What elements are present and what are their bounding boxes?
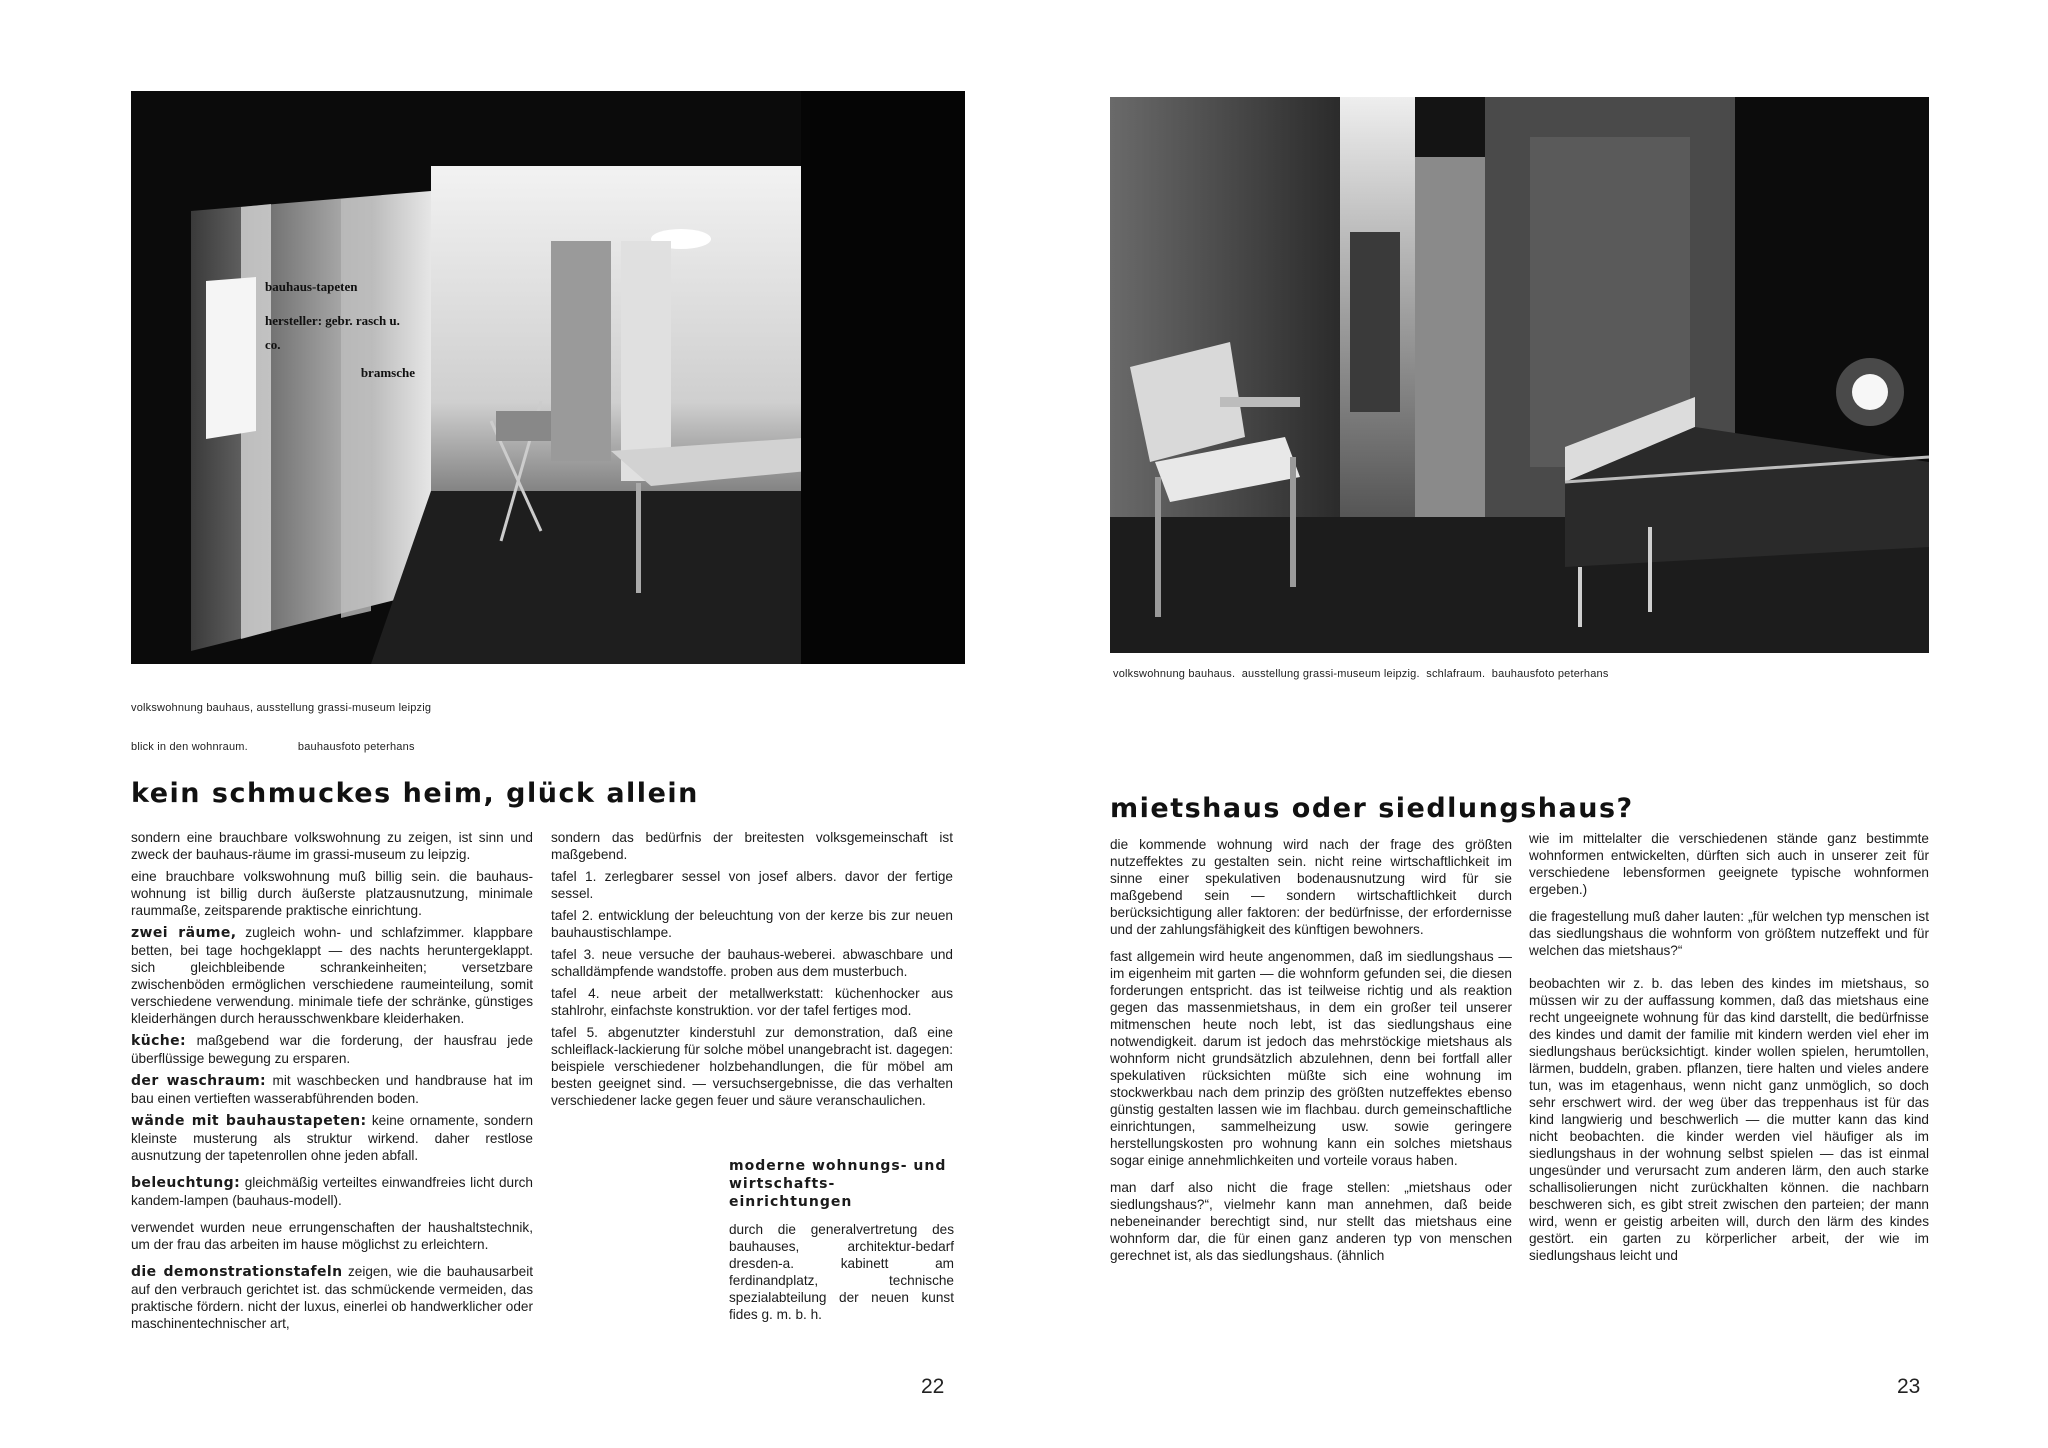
left-col1-p4-bold: küche:	[131, 1033, 187, 1049]
heading-right: mietshaus oder siedlungshaus?	[1110, 793, 1634, 824]
caption-credit: bauhausfoto peterhans	[297, 741, 415, 753]
left-col1-p6	[131, 1112, 533, 1164]
right-column-2	[1529, 830, 1929, 1269]
caption-line-1: volkswohnung bauhaus, ausstellung grassi-museum leipzig	[131, 702, 432, 714]
advert-box	[729, 1157, 954, 1328]
wall-sign-line-2: hersteller: gebr. rasch u. co.	[265, 313, 400, 352]
right-col2-p2: die fragestellung muß daher lauten: „für welchen typ menschen ist das siedlungshaus die wohnform von größtem nutzeffekt und für welchen das mietshaus?“	[1529, 909, 1929, 958]
left-col2-p6: tafel 5. abgenutzter kinderstuhl zur demonstration, daß eine schleiflack-lackierung für solche möbel unangebracht ist. dagegen: beispiele verschiedener holzbehandlungen, die für möbel am besten geeignet sind. — versuchsergebnisse, die das verhalten verschiedener lacke gegen feuer und säure veranschaulichen.	[551, 1025, 953, 1108]
left-col2-p2: tafel 1. zerlegbarer sessel von josef albers. davor der fertige sessel.	[551, 869, 953, 901]
caption-bedroom: volkswohnung bauhaus. ausstellung grassi-museum leipzig. schlafraum. bauhausfoto peterhans	[1113, 668, 1609, 680]
right-col1-p1: die kommende wohnung wird nach der frage des größten nutzeffektes zu gestalten sein. nicht reine wirtschaftlichkeit im sinne einer spekulativen bodenausnutzung wird für sie maßgebend sein — sondern wirtschaftlichkeit durch berücksichtigung aller faktoren: der bedürfnisse, der erfordernisse und der zahlungsfähigkeit des künftigen bewohners.	[1110, 837, 1512, 937]
caption-living-room	[131, 676, 431, 767]
wall-sign-line-1: bauhaus-tapeten	[265, 279, 358, 294]
left-col1-p6-text: keine ornamente, sondern kleinste musterung als struktur wirkend. daher restlose ausnutzung der tapetenrollen ohne jeden abfall.	[131, 1113, 534, 1163]
page-number-left: 22	[921, 1375, 945, 1398]
left-col1-p3-bold: zwei räume,	[131, 925, 237, 941]
advert-text: durch die generalvertretung des bauhauses, architektur-bedarf dresden-a. kabinett am ferdinandplatz, technische spezialabteilung der neuen kunst fides g. m. b. h.	[729, 1222, 954, 1322]
left-column-1	[131, 829, 533, 1337]
photo-living-room	[131, 91, 965, 664]
left-col1-p3-text: zugleich wohn- und schlafzimmer. klappbare betten, bei tage hochgeklappt — des nachts heruntergeklappt. sich gleichbleibende schrankeinheiten; versetzbare zwischenböden ermöglichen verschiedene raumeinteilung, somit verschiedene verwendung. minimale tiefe der schränke, günstiges kleiderhängen durch herausschwenkbare kleiderhaken.	[131, 925, 533, 1026]
bedroom-photo-illustration	[1110, 97, 1929, 653]
left-col1-p3	[131, 924, 533, 1027]
left-col2-p4: tafel 3. neue versuche der bauhaus-weberei. abwaschbare und schalldämpfende wandstoffe. proben aus dem musterbuch.	[551, 947, 953, 979]
right-column-1	[1110, 836, 1512, 1269]
left-column-2	[551, 829, 953, 1114]
advert-heading: moderne wohnungs- und wirtschafts-einrichtungen	[729, 1158, 947, 1210]
left-col2-p3: tafel 2. entwicklung der beleuchtung von der kerze bis zur neuen bauhaustischlampe.	[551, 908, 953, 940]
left-col1-p4	[131, 1032, 533, 1067]
right-col2-p3: beobachten wir z. b. das leben des kindes im mietshaus, so müssen wir zu der auffassung kommen, daß das mietshaus eine recht ungeeignete wohnung für das kind darstellt, die bedürfnisse des kindes und damit der familie mit kindern werden viel eher im siedlungshaus berücksichtigt. kinder wollen spielen, herumtollen, lärmen, buddeln, graben. pflanzen, tiere halten und vieles andere tun, was im etagenhaus, wenn nicht ganz unmöglich, so doch sehr erschwert wird. der weg über das treppenhaus ist für das kind langwierig und beschwerlich — die mutter kann das kind nicht beobachten. die kinder werden viel häufiger als im siedlungshaus in der wohnung selbst spielen — das ist einmal ungesünder und verursacht zum anderen lärm, den auch starke schallisolierungen nicht zurückhalten können. die nachbarn beschweren sich, es gibt streit zwischen den parteien; der mann wird, wenn er geistig arbeiten will, durch den lärm des kindes gestört. ein garten zu körperlicher arbeit, der wie im siedlungshaus leicht und	[1529, 976, 1929, 1263]
right-col2-p1: wie im mittelalter die verschiedenen stände ganz bestimmte wohnformen entwickelten, dürften sich auch in unserer zeit für verschiedene lebensformen geeignete typische wohnformen ergeben.)	[1529, 831, 1929, 897]
photo-bedroom	[1110, 97, 1929, 653]
right-col1-p2: fast allgemein wird heute angenommen, daß im siedlungshaus — im eigenheim mit garten — die wohnform gefunden sei, die diesen forderungen entspricht. das ist teilweise richtig und als reaktion gegen das massenmietshaus, in dem ein großer teil unserer mitmenschen heute noch lebt, ist das siedlungshaus eine notwendigkeit. darum ist jedoch das mehrstöckige mietshaus als wohnform nicht grundsätzlich abzulehnen, denn bei fortfall aller spekulativen rücksichten müßte sich eine wohnung im stockwerkbau nach dem prinzip des größten nutzeffektes ebenso günstig gestalten lassen wie im flachbau. durch gemeinschaftliche einrichtungen, sammelheizung usw. sowie geringere herstellungskosten pro wohnung kann ein solches mietshaus sogar einige annehmlichkeiten und vorteile voraus haben.	[1110, 949, 1512, 1168]
page-number-right: 23	[1897, 1375, 1921, 1398]
living-room-photo-illustration	[131, 91, 965, 664]
left-col1-p7	[131, 1174, 533, 1209]
heading-left: kein schmuckes heim, glück allein	[131, 778, 699, 809]
left-col1-p5	[131, 1072, 533, 1107]
left-col1-p5-bold: der waschraum:	[131, 1073, 267, 1089]
left-col2-p1: sondern das bedürfnis der breitesten volksgemeinschaft ist maßgebend.	[551, 830, 953, 862]
left-col1-p4-text: maßgebend war die forderung, der hausfrau jede überflüssige bewegung zu ersparen.	[131, 1033, 533, 1066]
wall-sign-line-3: bramsche	[360, 365, 415, 380]
right-col1-p3: man darf also nicht die frage stellen: „mietshaus oder siedlungshaus?“, vielmehr kann man annehmen, daß beide nebeneinander berechtigt sind, nur stellt das mietshaus eine wohnform dar, die für einen ganz anderen typ von menschen gerechnet ist, als das siedlungshaus. (ähnlich	[1110, 1180, 1512, 1263]
left-col1-p1: sondern eine brauchbare volkswohnung zu zeigen, ist sinn und zweck der bauhaus-räume im grassi-museum zu leipzig.	[131, 830, 533, 862]
caption-line-2: blick in den wohnraum.	[131, 741, 248, 753]
left-col1-p9-text: zeigen, wie die bauhausarbeit auf den verbrauch gerichtet ist. das schmückende vermeiden, das praktische fördern. nicht der luxus, einerlei ob handwerklicher oder maschinentechnischer art,	[131, 1264, 533, 1331]
left-col1-p8: verwendet wurden neue errungenschaften der haushaltstechnik, um der frau das arbeiten im hause möglichst zu erleichtern.	[131, 1220, 533, 1252]
left-col1-p6-bold: wände mit bauhaustapeten:	[131, 1113, 367, 1129]
left-col1-p7-text: gleichmäßig verteiltes einwandfreies licht durch kandem-lampen (bauhaus-modell).	[131, 1175, 533, 1208]
wall-sign	[265, 275, 415, 385]
caption-line-2-row	[131, 741, 431, 754]
left-col1-p7-bold: beleuchtung:	[131, 1175, 241, 1191]
left-col1-p9	[131, 1263, 533, 1332]
left-col1-p5-text: mit waschbecken und handbrause hat im bau einen vertieften wasserabführenden boden.	[131, 1073, 533, 1106]
left-col2-p5: tafel 4. neue arbeit der metallwerkstatt: küchenhocker aus stahlrohr, einfachste konstruktion. vor der tafel fertiges mod.	[551, 986, 953, 1018]
left-col1-p2: eine brauchbare volkswohnung muß billig sein. die bauhaus-wohnung ist billig durch äußerste platzausnutzung, minimale raummaße, zeitsparende praktische einrichtung.	[131, 869, 533, 918]
left-col1-p9-bold: die demonstrationstafeln	[131, 1264, 343, 1280]
